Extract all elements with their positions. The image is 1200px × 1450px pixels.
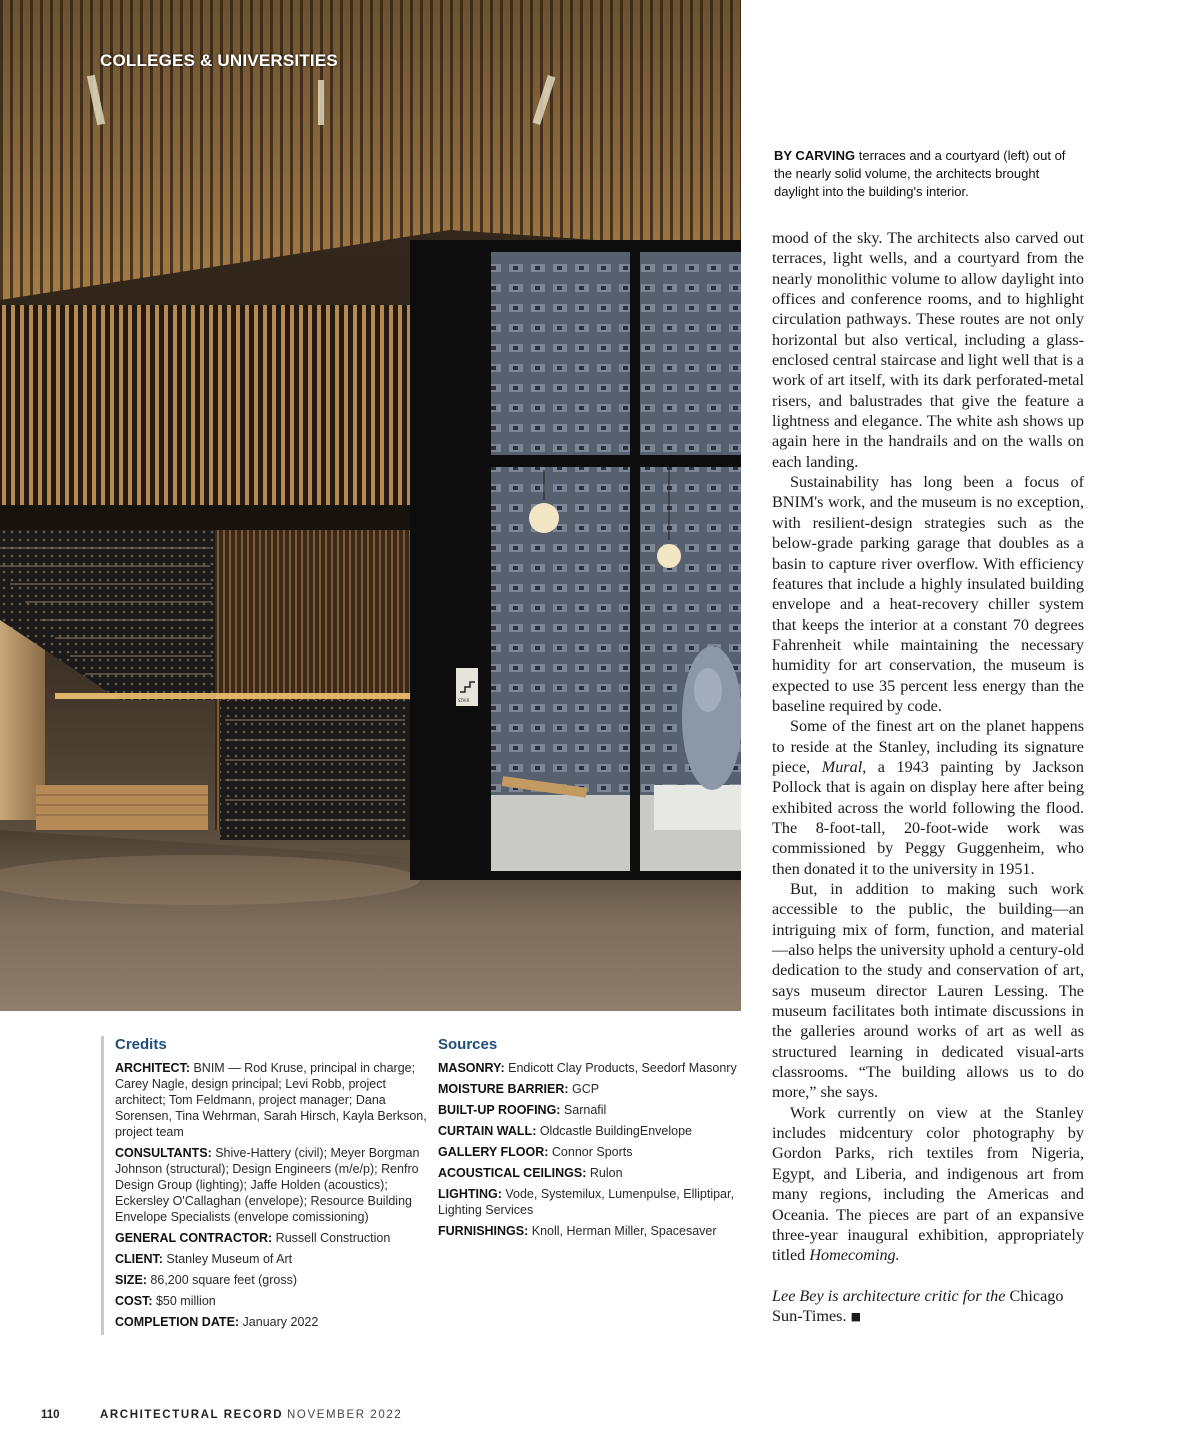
article-text: Work currently on view at the Stanley includes midcentury color photography by Gordon Parks, rich textiles from Nigeria, Egypt, and Liberia, and indigenous art from many regions, including the Americas and Oceania. The pieces are part of an expansive three-year inaugural exhibition, appropriately titled [772,1103,1084,1265]
article-paragraph: But, in addition to making such work accessible to the public, the building—an intriguing mix of form, function, and material—also helps the university uphold a century-old dedication to the study and conservation of art, says museum director Lauren Lessing. The museum facilitates both intimate discussions in the galleries around works of art as well as structured learning in dedicated visual-arts classrooms. “The building allows us to do more,” she says. [772,880,1084,1102]
credit-value: $50 million [152,1294,216,1308]
source-entry [438,1060,746,1076]
sculpture-vase [682,646,741,790]
credit-key: GENERAL CONTRACTOR: [115,1231,273,1245]
source-value: Sarnafil [560,1103,607,1117]
wooden-bench [36,785,208,830]
end-mark-icon: ■ [850,1309,861,1323]
hero-photo [0,0,741,1011]
sources-box [438,1036,746,1244]
article-paragraph [772,1103,1084,1266]
source-key: MASONRY: [438,1061,505,1075]
source-key: BUILT-UP ROOFING: [438,1103,561,1117]
credit-entry [115,1251,427,1267]
handrail-light [55,693,410,699]
source-entry [438,1144,746,1160]
source-entry [438,1123,746,1139]
credits-title: Credits [115,1036,167,1053]
credit-value: Shive-Hattery (civil); Meyer Borgman Johnson (structural); Design Engineers (m/e/p); Renfro Design Group (lighting); Jaffe Holden (acoustics); Eckersley O'Callaghan (envelope); Resource Building Envelope Specialists (envelope comissioning) [115,1146,420,1224]
sources-title: Sources [438,1036,498,1053]
publication-name: Chicago Sun-Times. [772,1286,1064,1325]
upper-balustrade [0,305,440,510]
section-label: COLLEGES & UNIVERSITIES [100,51,338,70]
page-number: 110 [41,1409,60,1421]
source-entry [438,1223,746,1239]
landing-beam [0,505,450,530]
source-value: Oldcastle BuildingEnvelope [536,1124,693,1138]
source-entry [438,1102,746,1118]
source-value: GCP [568,1082,600,1096]
caption-text: terraces and a courtyard (left) out of the nearly solid volume, the architects brought daylight into the building's interior. [774,148,1066,199]
ceiling-light [318,80,324,125]
credit-key: ARCHITECT: [115,1061,190,1075]
pendant-light [657,544,681,568]
stair-sign-text: STAIR [458,698,470,703]
article-text: Some of the finest art on the planet happens to reside at the Stanley, including its signature piece, [772,717,1084,776]
author-bio [772,1286,1084,1328]
source-key: FURNISHINGS: [438,1224,529,1238]
credit-entry [115,1145,427,1225]
credit-value: Russell Construction [272,1231,391,1245]
pendant-light [529,503,559,533]
credits-box [101,1036,427,1335]
credit-key: COST: [115,1294,153,1308]
article-body [772,228,1084,1327]
magazine-name: ARCHITECTURAL RECORD [100,1409,284,1421]
source-value: Connor Sports [548,1145,633,1159]
credit-value: January 2022 [239,1315,319,1329]
source-key: MOISTURE BARRIER: [438,1082,569,1096]
source-key: CURTAIN WALL: [438,1124,537,1138]
source-key: LIGHTING: [438,1187,502,1201]
source-key: ACOUSTICAL CEILINGS: [438,1166,587,1180]
sculpture-plinth [654,785,741,830]
source-entry [438,1081,746,1097]
article-paragraph: Sustainability has long been a focus of BNIM's work, and the museum is no exception, with resilient-design strategies such as the below-grade parking garage that doubles as a basin to capture river overflow. With efficiency features that include a highly insulated building envelope and a heat-recovery chiller system that keeps the interior at a constant 70 degrees Fahrenheit while maintaining the necessary humidity for art conservation, the museum is expected to use 35 percent less energy than the baseline required by code. [772,473,1084,715]
source-value: Knoll, Herman Miller, Spacesaver [528,1224,717,1238]
courtyard-ground [491,795,630,871]
credit-entry [115,1230,427,1246]
article-paragraph [772,716,1084,879]
caption-lead: BY CARVING [774,148,856,163]
credit-entry [115,1314,427,1330]
article-text: , a 1943 painting by Jackson Pollock that is again on display here after being exhibited across the world following the flood. The 8-foot-tall, 20-foot-wide work was commissioned by Peggy Guggenheim, who then donated it to the university in 1951. [772,757,1084,878]
source-key: GALLERY FLOOR: [438,1145,549,1159]
article-paragraph: mood of the sky. The architects also carved out terraces, light wells, and a courtyard from the nearly monolithic volume to allow daylight into offices and conference rooms, and to highlight circulation pathways. These routes are not only horizontal but also vertical, including a glass-enclosed central staircase and light well that is a work of art itself, with its dark perforated-metal risers, and balustrades that give the feature a lightness and elegance. The white ash shows up again here in the handrails and on the walls on each landing. [772,229,1084,471]
credit-value: BNIM — Rod Kruse, principal in charge; Carey Nagle, design principal; Levi Robb, project architect; Tom Feldmann, project manager; Dana Sorensen, Tina Wehrman, Sarah Hirsch, Kayla Berkson, project team [115,1061,427,1139]
credit-key: CONSULTANTS: [115,1146,212,1160]
credit-value: 86,200 square feet (gross) [146,1273,298,1287]
credit-key: CLIENT: [115,1252,163,1266]
credit-value: Stanley Museum of Art [162,1252,293,1266]
source-value: Rulon [586,1166,623,1180]
author-bio-text: Lee Bey is architecture critic for the [772,1286,1006,1305]
artwork-title: Mural [821,757,863,776]
photo-caption [774,147,1074,201]
issue-date: NOVEMBER 2022 [287,1409,403,1421]
credit-entry [115,1272,427,1288]
source-entry [438,1165,746,1181]
credit-entry [115,1293,427,1309]
photo-illustration [0,0,741,1011]
source-entry [438,1186,746,1218]
credit-key: COMPLETION DATE: [115,1315,240,1329]
credit-key: SIZE: [115,1273,147,1287]
credit-entry [115,1060,427,1140]
source-value: Endicott Clay Products, Seedorf Masonry [504,1061,737,1075]
exhibition-title: Homecoming. [809,1246,900,1265]
source-value: Vode, Systemilux, Lumenpulse, Elliptipar, Lighting Services [438,1187,734,1217]
